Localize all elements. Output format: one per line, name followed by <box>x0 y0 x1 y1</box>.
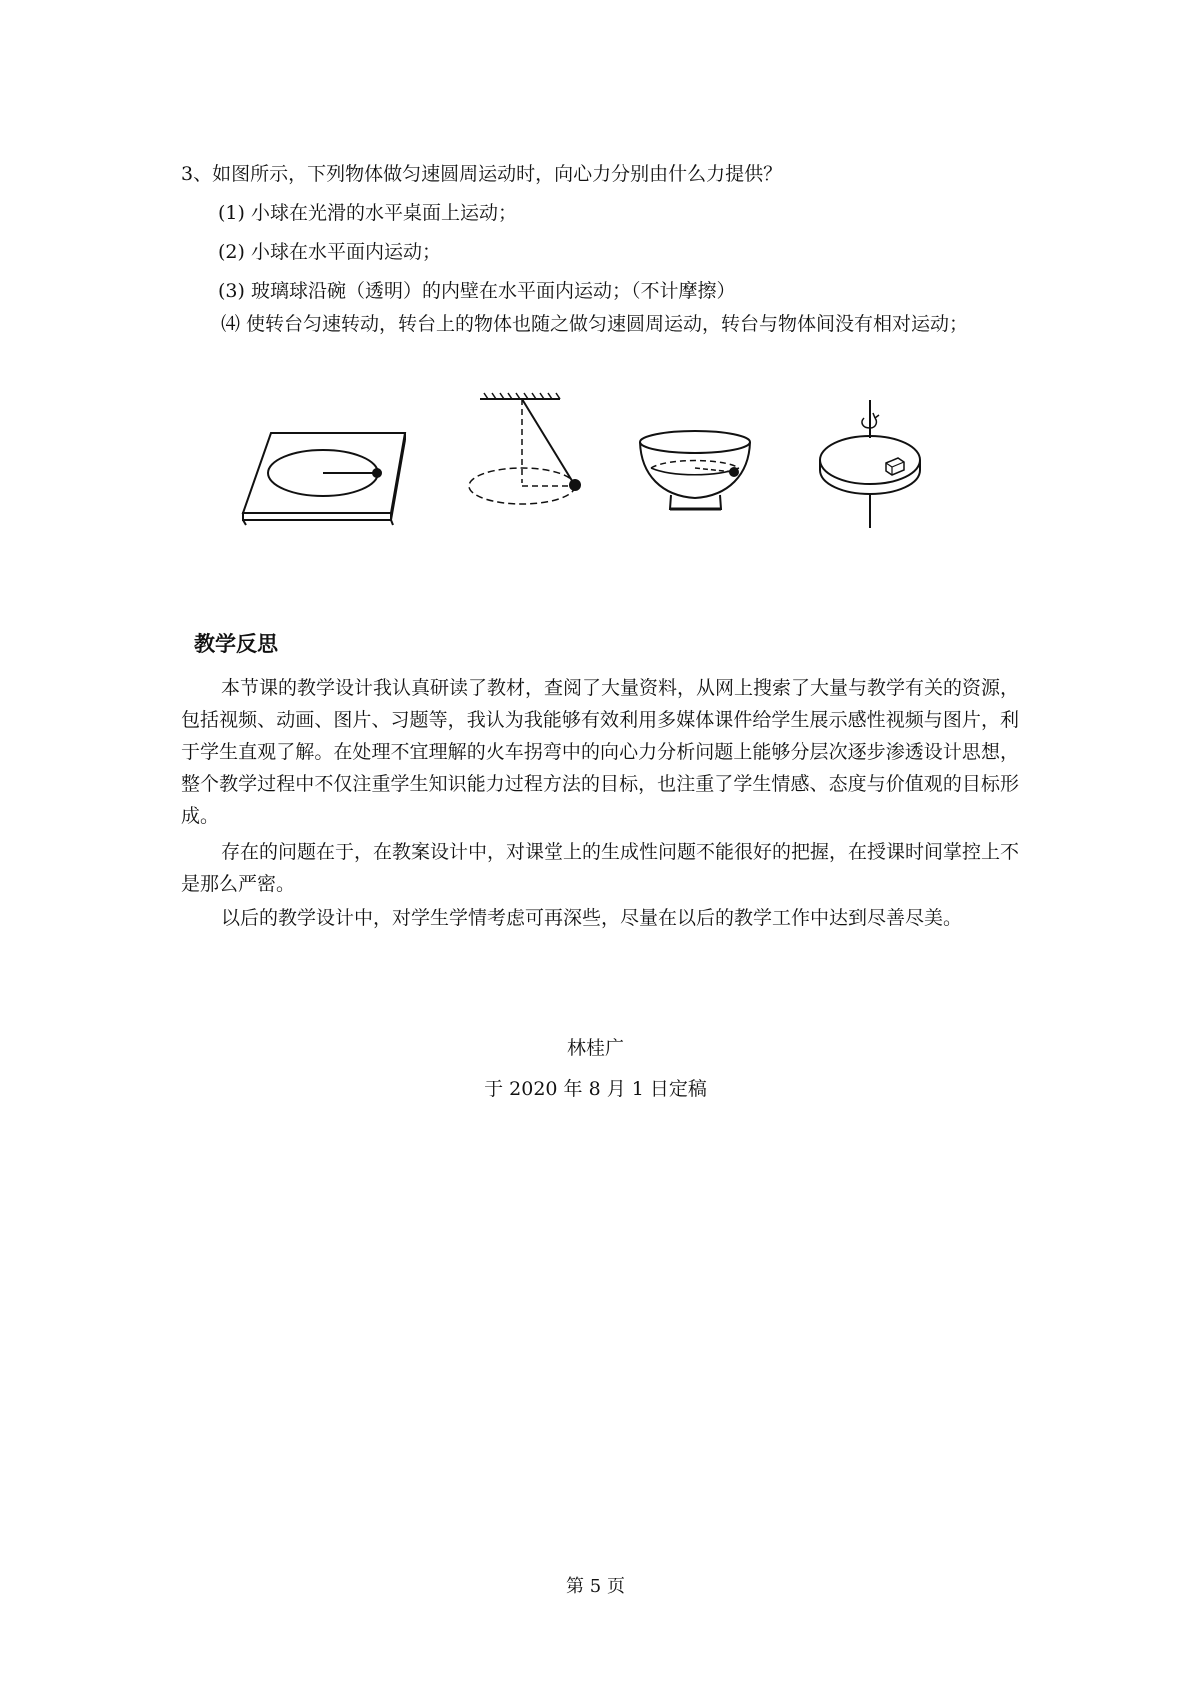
reflection-paragraph-3: 以后的教学设计中，对学生学情考虑可再深些，尽量在以后的教学工作中达到尽善尽美。 <box>221 907 963 929</box>
turntable-figure <box>818 400 938 530</box>
reflection-paragraph-2: 存在的问题在于，在教案设计中，对课堂上的生成性问题不能很好的把握，在授课时间掌控上不是那么严密。 <box>181 841 1020 895</box>
author-name: 林桂广 <box>566 1037 624 1059</box>
ball-in-bowl-figure <box>637 430 757 525</box>
exercise-item-4: ⑷ 使转台匀速转动，转台上的物体也随之做匀速圆周运动，转台与物体间没有相对运动； <box>221 313 969 335</box>
ball-on-table-figure <box>243 385 433 525</box>
reflection-paragraph-1: 本节课的教学设计我认真研读了教材，查阅了大量资料，从网上搜索了大量与教学有关的资源，包括视频、动画、图片、习题等，我认为我能够有效利用多媒体课件给学生展示感性视频与图片，利于学生直观了解。在处理不宜理解的火车拐弯中的向心力分析问题上能够分层次逐步渗透设计思想，整个教学过程中不仅注重学生知识能力过程方法的目标，也注重了学生情感、态度与价值观的目标形成。 <box>181 677 1020 827</box>
exercise-item-3: (3) 玻璃球沿碗（透明）的内壁在水平面内运动；（不计摩擦） <box>218 280 736 302</box>
page-number: 第 5 页 <box>566 1576 625 1597</box>
exercise-question: 3、如图所示，下列物体做匀速圆周运动时，向心力分别由什么力提供？ <box>181 163 783 185</box>
exercise-item-1: (1) 小球在光滑的水平桌面上运动； <box>218 202 517 224</box>
exercise-item-2: (2) 小球在水平面内运动； <box>218 241 441 263</box>
finalized-date: 于 2020 年 8 月 1 日定稿 <box>484 1078 707 1100</box>
section-heading-reflection: 教学反思 <box>194 632 278 656</box>
conical-pendulum-figure <box>470 393 600 533</box>
